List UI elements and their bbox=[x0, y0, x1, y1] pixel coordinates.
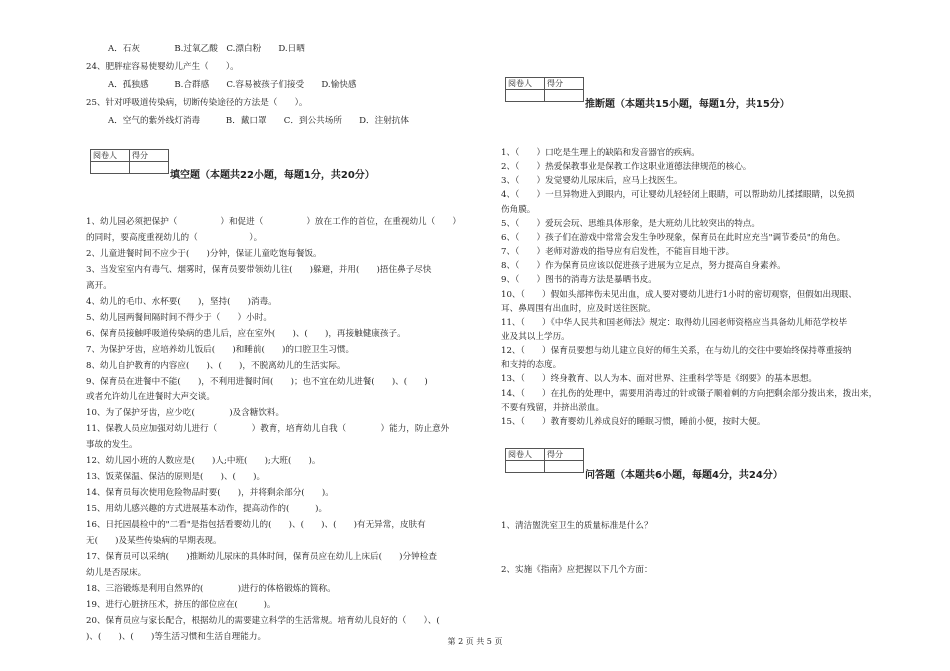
question-line: 6、保育员接触呼吸道传染病的患儿后，应在室外( )、( )，再接触健康孩子。 bbox=[86, 328, 406, 339]
question-line: 或者允许幼儿在进餐时大声交谈。 bbox=[86, 392, 215, 403]
question-line: 9、（ ）图书的消毒方法是暴晒书皮。 bbox=[501, 275, 657, 286]
question-line: 14、（ ）在扎伤的处理中，需要用消毒过的针或镊子顺着刺的方向把剩余部分拨出来，拨出来， bbox=[501, 388, 878, 399]
score-box bbox=[505, 77, 584, 102]
question-line: 19、进行心脏挤压术，挤压的部位应在( )。 bbox=[86, 599, 276, 610]
question-line: 5、（ ）爱玩会玩、思维具体形象，是大班幼儿比较突出的特点。 bbox=[501, 218, 760, 229]
question-line: 4、（ ）一旦异物进入到眼内，可让婴幼儿轻轻闭上眼睛，可以帮助幼儿揉揉眼睛，以免损 bbox=[501, 190, 855, 201]
question-line: 8、（ ）作为保育员应该以促进孩子进展为立足点，努力提高自身素养。 bbox=[501, 261, 786, 272]
qa-question: 2、实施《指南》应把握以下几个方面： bbox=[501, 565, 653, 575]
question-line: 离开。 bbox=[86, 280, 112, 291]
reviewer-label: 阅卷人 bbox=[506, 78, 545, 90]
question-line: 12、（ ）保育员要想与幼儿建立良好的师生关系，在与幼儿的交往中要始终保持尊重接纳 bbox=[501, 346, 852, 357]
question-line: 5、幼儿园两餐间隔时间不得少于（ ）小时。 bbox=[86, 312, 272, 323]
question-line: 3、当发室室内有毒气、烟雾时，保育员要带领幼儿往( )躲避，并用( )捂住鼻子尽快 bbox=[86, 264, 432, 275]
fill-section-title: 填空题（本题共22小题，每题1分，共20分） bbox=[170, 170, 375, 181]
question-line: 14、保育员每次使用危险物品时要( )，并将剩余部分( )。 bbox=[86, 488, 334, 499]
question-line: 4、幼儿的毛巾、水杯要( )，坚持( )消毒。 bbox=[86, 296, 277, 307]
question-line: 13、（ ）终身教育、以人为本、面对世界、注重科学等是《纲要》的基本思想。 bbox=[501, 374, 818, 385]
question-line: 15、（ ）教育婴幼儿养成良好的睡眠习惯，睡前小便，按时大便。 bbox=[501, 416, 766, 427]
score-label: 得分 bbox=[130, 150, 169, 162]
question-line: 10、为了保护牙齿，应少吃( )及含糖饮料。 bbox=[86, 408, 285, 419]
question-line: 9、保育员在进餐中不能( )，不利用进餐时间( )；也不宜在幼儿进餐( )、( ) bbox=[86, 376, 428, 387]
question-line: 15、用幼儿感兴趣的方式进展基本动作，提高动作的( )。 bbox=[86, 504, 328, 515]
qa-question: 1、清洁盥洗室卫生的质量标准是什么？ bbox=[501, 521, 653, 531]
question-line: 24、肥胖症容易使婴幼儿产生（ ）。 bbox=[86, 62, 239, 72]
question-line: 不要有残留，并挤出淤血。 bbox=[501, 402, 605, 413]
judge-section-title: 推断题（本题共15小题，每题1分，共15分） bbox=[585, 99, 790, 110]
question-line: 12、幼儿园小班的人数应是( )人;中班( );大班( )。 bbox=[86, 456, 321, 467]
page-footer: 第 2 页 共 5 页 bbox=[447, 637, 503, 646]
question-line: 18、三浴锻炼是利用自然界的( )进行的体格锻炼的简称。 bbox=[86, 583, 336, 594]
question-line: 20、保育员应与家长配合，根据幼儿的需要建立科学的生活常规。培育幼儿良好的（ ）、( bbox=[86, 615, 457, 626]
option-line: A．孤独感 B.合群感 C.容易被孩子们接受 D.愉快感 bbox=[108, 80, 357, 90]
question-line: 和支持的态度。 bbox=[501, 360, 562, 371]
question-line: 3、（ ）发觉婴幼儿尿床后，应马上找医生。 bbox=[501, 176, 683, 187]
question-line: 13、饭菜保温、保洁的原则是( )、( )。 bbox=[86, 472, 266, 483]
score-box bbox=[505, 448, 584, 473]
question-line: 1、（ ）口吃是生理上的缺陷和发音器官的疾病。 bbox=[501, 148, 700, 158]
option-line: A．空气的紫外线灯消毒 B．戴口罩 C．到公共场所 D．注射抗体 bbox=[108, 116, 409, 126]
question-line: )、( )、( )等生活习惯和生活自理能力。 bbox=[86, 631, 267, 642]
question-line: 11、保教人员应加强对幼儿进行（ ）教育，培育幼儿自我（ ）能力，防止意外 bbox=[86, 424, 450, 435]
question-line: 25、针对呼吸道传染病，切断传染途径的方法是（ ）。 bbox=[86, 98, 308, 108]
question-line: 业及其以上学历。 bbox=[501, 331, 570, 342]
question-line: 耳、鼻周围有出血时，应及时送往医院。 bbox=[501, 303, 656, 314]
score-label: 得分 bbox=[545, 78, 584, 90]
question-line: 6、（ ）孩子们在游戏中常常会发生争吵现象，保育员在此时应充当"调节委员"的角色。 bbox=[501, 232, 846, 243]
question-line: 事故的发生。 bbox=[86, 440, 138, 451]
question-line: 的同时，要高度重视幼儿的（ ）。 bbox=[86, 232, 263, 243]
question-line: 无( )及某些传染病的早期表现。 bbox=[86, 536, 222, 546]
question-line: 伤角膜。 bbox=[501, 204, 536, 215]
option-line: A．石灰 B.过氧乙酸 C.漂白粉 D.日晒 bbox=[108, 44, 305, 54]
question-line: 2、（ ）热爱保教事业是保教工作这职业道德法律规范的核心。 bbox=[501, 162, 752, 173]
score-label: 得分 bbox=[545, 449, 584, 461]
question-line: 幼儿是否尿床。 bbox=[86, 567, 147, 578]
question-line: 17、保育员可以采纳( )推断幼儿尿床的具体时间，保育员应在幼儿上床后( )分钟检查 bbox=[86, 551, 437, 562]
reviewer-label: 阅卷人 bbox=[91, 150, 130, 162]
question-line: 16、日托园晨检中的"二看"是指包括看婴幼儿的( )、( )、( )有无异常，皮肤有 bbox=[86, 520, 426, 531]
question-line: 1、幼儿园必须把保护（ ）和促进（ ）放在工作的首位，在重视幼儿（ ） bbox=[86, 217, 462, 227]
question-line: 2、儿童进餐时间不应少于( )分钟，保证儿童吃饱每餐饭。 bbox=[86, 248, 322, 259]
question-line: 11、（ ）《中华人民共和国老师法》规定：取得幼儿园老师资格应当具备幼儿师范学校毕 bbox=[501, 317, 848, 328]
question-line: 10、（ ）假如头部摔伤未见出血，成人要对婴幼儿进行1小时的密切观察，但假如出现眼、 bbox=[501, 289, 857, 300]
qa-section-title: 问答题（本题共6小题，每题4分，共24分） bbox=[585, 470, 783, 481]
question-line: 7、为保护牙齿，应培养幼儿饭后( )和睡前( )的口腔卫生习惯。 bbox=[86, 344, 355, 355]
reviewer-label: 阅卷人 bbox=[506, 449, 545, 461]
question-line: 7、（ ）老师对游戏的指导应有启发性，不能盲目地干涉。 bbox=[501, 247, 735, 258]
question-line: 8、幼儿自护教育的内容应( )、( )，不脱离幼儿的生活实际。 bbox=[86, 360, 346, 371]
score-box bbox=[90, 149, 169, 174]
